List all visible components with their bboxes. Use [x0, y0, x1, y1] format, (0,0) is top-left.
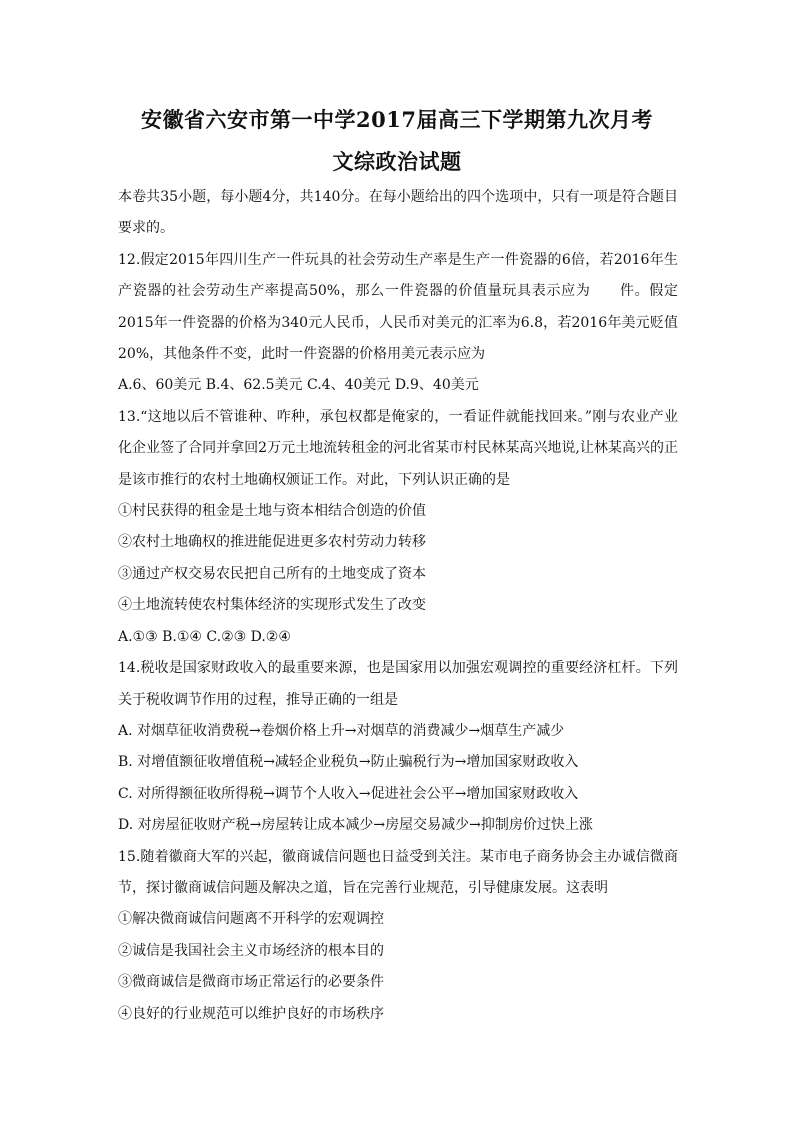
- statement-1: ①村民获得的租金是土地与资本相结合创造的价值: [118, 503, 426, 520]
- statement-4: ④土地流转使农村集体经济的实现形式发生了改变: [118, 597, 426, 614]
- question-stem: 12.假定2015年四川生产一件玩具的社会劳动生产率是生产一件瓷器的6倍，若2016年生产瓷器的社会劳动生产率提高50%，那么一件瓷器的价值量玩具表示应为 件。假定2015年一件瓷器的价格为340元人民币，人民币对美元的汇率为6.8，若2016年美元贬值20%，其他条件不变，此时一件瓷器的价格用美元表示应为: [118, 251, 678, 363]
- statement-4: ④良好的行业规范可以维护良好的市场秩序: [118, 1005, 384, 1022]
- statement-1: ①解决微商诚信问题离不开科学的宏观调控: [118, 911, 384, 928]
- statement-3: ③微商诚信是微商市场正常运行的必要条件: [118, 974, 384, 991]
- statement-2: ②农村土地确权的推进能促进更多农村劳动力转移: [118, 534, 426, 551]
- statement-3: ③通过产权交易农民把自己所有的土地变成了资本: [118, 565, 426, 582]
- question-14: [118, 653, 678, 841]
- document-subtitle: 文综政治试题: [332, 149, 462, 174]
- option-d: D. 对房屋征收财产税→房屋转让成本减少→房屋交易减少→抑制房价过快上涨: [118, 817, 593, 834]
- instructions: 本卷共35小题，每小题4分，共140分。在每小题给出的四个选项中，只有一项是符合题目要求的。: [118, 189, 678, 237]
- question-stem: 15.随着徽商大军的兴起，徽商诚信问题也日益受到关注。某市电子商务协会主办诚信微商节，探讨徽商诚信问题及解决之道，旨在完善行业规范，引导健康发展。这表明: [118, 848, 678, 896]
- question-12: [118, 245, 678, 402]
- question-15: [118, 842, 678, 1030]
- document-body: [118, 182, 678, 1030]
- question-stem: 13.“这地以后不管谁种、咋种，承包权都是俺家的，一看证件就能找回来。”刚与农业产业化企业签了合同并拿回2万元土地流转租金的河北省某市村民林某高兴地说,让林某高兴的正是该市推行的农村土地确权颁证工作。对此，下列认识正确的是: [118, 408, 678, 488]
- document-title: 安徽省六安市第一中学2017届高三下学期第九次月考: [141, 107, 653, 132]
- question-13: [118, 402, 678, 653]
- option-c: C. 对所得额征收所得税→调节个人收入→促进社会公平→增加国家财政收入: [118, 785, 579, 802]
- statement-2: ②诚信是我国社会主义市场经济的根本目的: [118, 942, 384, 959]
- option-a: A. 对烟草征收消费税→卷烟价格上升→对烟草的消费减少→烟草生产减少: [118, 722, 565, 739]
- option-b: B. 对增值额征收增值税→减轻企业税负→防止骗税行为→增加国家财政收入: [118, 754, 579, 771]
- question-stem: 14.税收是国家财政收入的最重要来源，也是国家用以加强宏观调控的重要经济杠杆。下列关于税收调节作用的过程，推导正确的一组是: [118, 660, 678, 708]
- answer-options: A.①③ B.①④ C.②③ D.②④: [118, 628, 291, 645]
- answer-options: A.6、60美元 B.4、62.5美元 C.4、40美元 D.9、40美元: [118, 377, 479, 394]
